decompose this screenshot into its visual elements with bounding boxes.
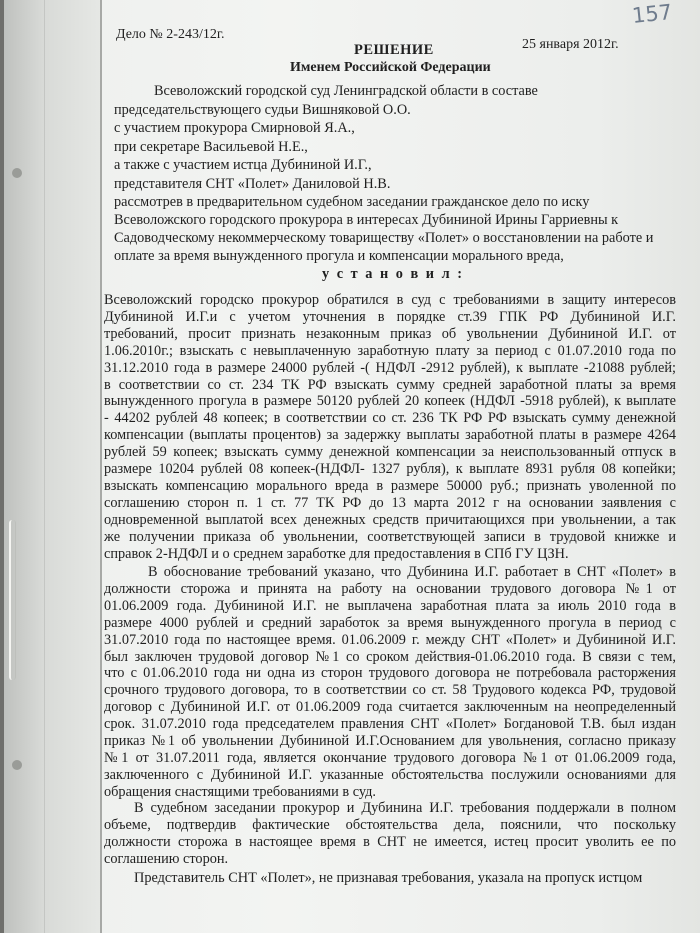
- paragraph-line: В обоснование требований указано, что Дубинина И.Г. работает в СНТ «Полет» в: [148, 564, 676, 580]
- paragraph: [104, 870, 676, 887]
- intro-line: Садоводческому некоммерческому товариществу «Полет» о восстановлении на работе и: [114, 230, 654, 246]
- document-sheet: [4, 0, 700, 933]
- paragraph-line: взыскать компенсацию морального вреда в размере 50000 руб.; признать уволенной по: [104, 477, 676, 494]
- paragraph-line: одновременной выплатой всех денежных средств причитающихся при увольнении, а так: [104, 511, 676, 528]
- paragraph-line: Представитель СНТ «Полет», не признавая требования, указала на пропуск истцом: [134, 870, 643, 886]
- ustanovil-heading: у с т а н о в и л :: [322, 266, 464, 282]
- intro-line: оплате за время вынужденного прогула и компенсации морального вреда,: [114, 248, 564, 264]
- paragraph-line: срок. 31.07.2010 года председателем правления СНТ «Полет» Богдановой Т.В. был издан: [104, 716, 676, 733]
- decision-date: 25 января 2012г.: [522, 37, 619, 52]
- paragraph-line: размере 4000 рублей и средний заработок за время вынужденного прогула в период с: [104, 614, 676, 631]
- intro-line: при секретаре Васильевой Н.Е.,: [114, 139, 308, 155]
- paragraph-line: 31.12.2010 года в размере 24000 рублей -( НДФЛ -2912 рублей), к выплате -21088 рублей;: [104, 359, 676, 376]
- paragraph-line: 1.06.2010г.; взыскать с невыплаченную заработную плату за период с 01.07.2010 года по: [104, 342, 676, 359]
- paragraph-line: 01.06.2009 года. Дубининой И.Г. не выплачена заработная плата за июль 2010 года в: [104, 597, 676, 614]
- paragraph-line: заключенного с Дубининой И.Г. указанные обстоятельства послужили основаниями для: [104, 766, 676, 783]
- intro-line: Всеволожского городского прокурора в интересах Дубининой Ирины Гарриевны к: [114, 212, 619, 228]
- paragraph-line: компенсации (выплаты процентов) за задержку выплаты заработной платы в размере 4264: [104, 427, 676, 444]
- paragraph-line: справок 2-НДФЛ и о среднем заработке для предоставления в СПб ГУ ЦЗН.: [104, 545, 569, 562]
- handwritten-page-number: 157: [630, 0, 674, 29]
- punch-hole: [12, 760, 22, 770]
- paragraph-line: договор с Дубининой И.Г. от 01.06.2009 года считается заключенным на неопределенный: [104, 699, 676, 716]
- paragraph: [104, 564, 676, 801]
- document-title: РЕШЕНИЕ: [354, 42, 434, 58]
- punch-hole: [12, 168, 22, 178]
- paragraph-line: 31.07.2010 года по настоящее время. 01.06.2009 г. между СНТ «Полет» и Дубининой И.Г.: [104, 631, 676, 648]
- paragraph-line: Всеволожский городско прокурор обратился в суд с требованиями в защиту интересов: [104, 292, 676, 308]
- paragraph-line: В судебном заседании прокурор и Дубинина И.Г. требования поддержали в полном: [134, 800, 676, 816]
- paragraph-line: обращения снастящими требованиями в суд.: [104, 783, 376, 800]
- paragraph-line: Дубининой И.Г.и с учетом уточнения в порядке ст.39 ГПК РФ Дубининой И.Г.: [104, 308, 676, 325]
- binding-thread: [9, 520, 16, 680]
- paragraph-line: размере 10204 рублей 08 копеек-(НДФЛ- 1327 рубля), к выплате 8931 рубля 08 копейки;: [104, 461, 676, 478]
- underlying-page-edge: [4, 0, 102, 933]
- paragraph-line: в соответствии со ст. 234 ТК РФ взыскать сумму средней заработной платы за время: [104, 376, 676, 393]
- paragraph-line: должности сторожа в настоящее время в СНТ не имеется, истец просит уволить ее по: [104, 833, 676, 850]
- paragraph-line: что с 01.06.2010 года ни одна из сторон трудового договора не потребовала расторжения: [104, 665, 676, 682]
- paragraph-line: срочного трудового договора, то в соответствии со ст. 58 Трудового кодекса РФ, трудовой: [104, 682, 676, 699]
- page-fold-line: [44, 0, 45, 933]
- paragraph-line: должности сторожа и принята на работу на основании трудового договора №1 от: [104, 580, 676, 597]
- intro-line: Всеволожский городской суд Ленинградской области в составе: [154, 83, 538, 99]
- paragraph-line: же получении приказа об увольнении, соответствующей записи в трудовой книжке и: [104, 528, 676, 545]
- case-number: Дело № 2-243/12г.: [116, 27, 225, 42]
- paragraph: [104, 800, 676, 868]
- page-edge-line: [100, 0, 102, 933]
- paragraph-line: вынужденного прогула в размере 50120 рублей 20 копеек (НДФЛ -5918 рублей), к выплате: [104, 393, 676, 410]
- intro-line: с участием прокурора Смирновой Я.А.,: [114, 120, 355, 136]
- paragraph-line: приказ №1 об увольнении Дубининой И.Г.Основанием для увольнения, согласно приказу: [104, 733, 676, 750]
- intro-line: а также с участием истца Дубининой И.Г.,: [114, 157, 372, 173]
- paragraph-line: рублей 59 копеек; взыскать сумму денежной компенсации за неиспользованный отпуск в: [104, 444, 676, 461]
- paragraph-line: - 44202 рублей 48 копеек; в соответствии со ст. 236 ТК РФ РФ взыскать сумму денежной: [104, 410, 676, 427]
- paragraph-line: соглашению сторон п. 1 ст. 77 ТК РФ до 13 марта 2012 г на основании заявления с: [104, 494, 676, 511]
- paragraph-line: требований, просит признать незаконным приказ об увольнении Дубининой И.Г. от: [104, 325, 676, 342]
- paragraph-line: объеме, подтвердив фактические обстоятельства дела, пояснили, что поскольку: [104, 816, 676, 833]
- document-subtitle: Именем Российской Федерации: [290, 60, 491, 75]
- paragraph: [104, 292, 676, 563]
- paragraph-line: был заключен трудовой договор №1 со сроком действия-01.06.2010 года. В связи с тем,: [104, 648, 676, 665]
- paragraph-line: соглашению сторон.: [104, 850, 229, 867]
- intro-line: председательствующего судьи Вишняковой О.О.: [114, 102, 411, 118]
- intro-line: представителя СНТ «Полет» Даниловой Н.В.: [114, 176, 391, 192]
- intro-line: рассмотрев в предварительном судебном заседании гражданское дело по иску: [114, 194, 590, 210]
- paragraph-line: №1 от 31.07.2011 года, является окончание трудового договора №1 от 01.06.2009 года,: [104, 749, 676, 766]
